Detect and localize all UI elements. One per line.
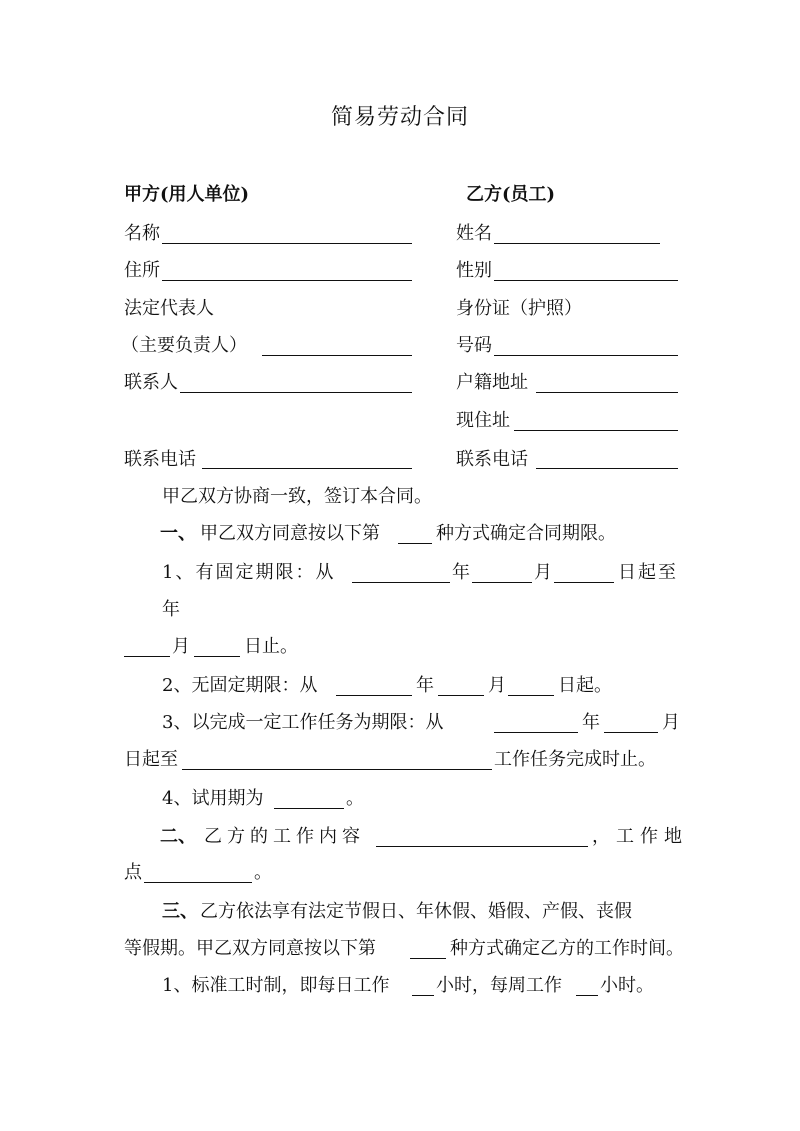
party-b-household-blank[interactable] xyxy=(536,392,678,393)
daily-hours-blank[interactable] xyxy=(412,995,434,996)
party-b-current-address-label: 现住址 xyxy=(456,410,510,431)
party-b-household-label: 户籍地址 xyxy=(456,372,528,393)
item-1-start-month-blank[interactable] xyxy=(472,582,532,583)
section-3-text: 乙方依法享有法定节假日、年休假、婚假、产假、丧假 xyxy=(200,901,632,922)
item-1-end-year-label: 年 xyxy=(162,599,180,620)
party-a-legal-rep-blank[interactable] xyxy=(262,355,412,356)
section-2-place-label: ，工作地 xyxy=(592,826,688,847)
party-a-address-label: 住所 xyxy=(124,260,160,281)
party-b-id-number-blank[interactable] xyxy=(494,355,678,356)
party-b-phone-label: 联系电话 xyxy=(456,449,528,470)
item-1-end-month-label: 月 xyxy=(172,636,190,657)
party-a-legal-rep-label: 法定代表人 xyxy=(124,298,214,319)
item-2-month-label: 月 xyxy=(488,675,506,696)
item-3-text: 3、以完成一定工作任务为期限：从 xyxy=(162,712,444,733)
intro-text: 甲乙双方协商一致，签订本合同。 xyxy=(162,486,432,507)
party-b-gender-blank[interactable] xyxy=(494,280,678,281)
party-a-name-label: 名称 xyxy=(124,223,160,244)
item-1-end-text: 日止。 xyxy=(244,636,298,657)
party-b-phone-blank[interactable] xyxy=(536,468,678,469)
item-3-end-text: 工作任务完成时止。 xyxy=(494,749,656,770)
party-b-current-address-blank[interactable] xyxy=(514,430,678,431)
item-2-end-text: 日起。 xyxy=(558,675,612,696)
section-1-blank[interactable] xyxy=(398,543,432,544)
party-b-gender-label: 性别 xyxy=(456,260,492,281)
item-1-end-day-blank[interactable] xyxy=(194,656,240,657)
item-2-year-blank[interactable] xyxy=(336,695,412,696)
item-3-month-blank[interactable] xyxy=(604,732,658,733)
item-1-start-year-blank[interactable] xyxy=(352,582,450,583)
item-2-text: 2、无固定期限：从 xyxy=(162,675,318,696)
section-2-end: 。 xyxy=(254,862,272,883)
section-1-number: 一、 xyxy=(160,523,196,544)
item-4-text: 4、试用期为 xyxy=(162,788,264,809)
section-3-text-end: 种方式确定乙方的工作时间。 xyxy=(450,938,684,959)
item-2-day-blank[interactable] xyxy=(508,695,554,696)
party-a-legal-rep-sub-label: （主要负责人） xyxy=(121,335,247,356)
work-hours-1-mid: 小时，每周工作 xyxy=(436,975,562,996)
party-a-name-blank[interactable] xyxy=(162,243,412,244)
item-2-month-blank[interactable] xyxy=(438,695,484,696)
item-3-task-blank[interactable] xyxy=(182,769,492,770)
item-1-end-month-blank[interactable] xyxy=(124,656,170,657)
section-2-place-label-end: 点 xyxy=(124,862,142,883)
party-b-name-label: 姓名 xyxy=(456,223,492,244)
section-1-text-end: 种方式确定合同期限。 xyxy=(436,523,616,544)
section-1-text: 甲乙双方同意按以下第 xyxy=(200,523,380,544)
party-b-id-label: 身份证（护照） xyxy=(456,298,582,319)
item-1-text: 1、有固定期限：从 xyxy=(162,562,336,583)
item-3-start-label: 日起至 xyxy=(124,749,178,770)
section-3-blank[interactable] xyxy=(410,958,446,959)
item-1-month-label: 月 xyxy=(534,562,552,583)
party-a-heading: 甲方(用人单位) xyxy=(124,184,250,205)
work-hours-1-end: 小时。 xyxy=(600,975,654,996)
item-3-month-label: 月 xyxy=(662,712,680,733)
section-3-number: 三、 xyxy=(162,901,198,922)
party-b-id-number-label: 号码 xyxy=(456,335,492,356)
party-b-heading: 乙方(员工) xyxy=(466,184,556,205)
item-3-year-label: 年 xyxy=(582,712,600,733)
item-3-year-blank[interactable] xyxy=(494,732,578,733)
item-1-day-label: 日起至 xyxy=(618,562,678,583)
item-1-start-day-blank[interactable] xyxy=(554,582,614,583)
party-a-phone-blank[interactable] xyxy=(202,468,412,469)
party-b-name-blank[interactable] xyxy=(494,243,660,244)
work-hours-1-text: 1、标准工时制，即每日工作 xyxy=(162,975,390,996)
section-2-work-content-blank[interactable] xyxy=(376,846,588,847)
section-2-text: 乙方的工作内容 xyxy=(204,826,365,847)
item-4-end: 。 xyxy=(346,788,364,809)
party-a-contact-label: 联系人 xyxy=(124,372,178,393)
party-a-contact-blank[interactable] xyxy=(180,392,412,393)
section-2-number: 二、 xyxy=(160,826,196,847)
weekly-hours-blank[interactable] xyxy=(576,995,598,996)
party-a-phone-label: 联系电话 xyxy=(124,449,196,470)
document-title: 简易劳动合同 xyxy=(330,105,469,130)
item-2-year-label: 年 xyxy=(416,675,434,696)
section-2-work-place-blank[interactable] xyxy=(144,882,252,883)
party-a-address-blank[interactable] xyxy=(162,280,412,281)
item-1-year-label: 年 xyxy=(452,562,470,583)
item-4-probation-blank[interactable] xyxy=(274,808,344,809)
section-3-text-2: 等假期。甲乙双方同意按以下第 xyxy=(124,938,376,959)
